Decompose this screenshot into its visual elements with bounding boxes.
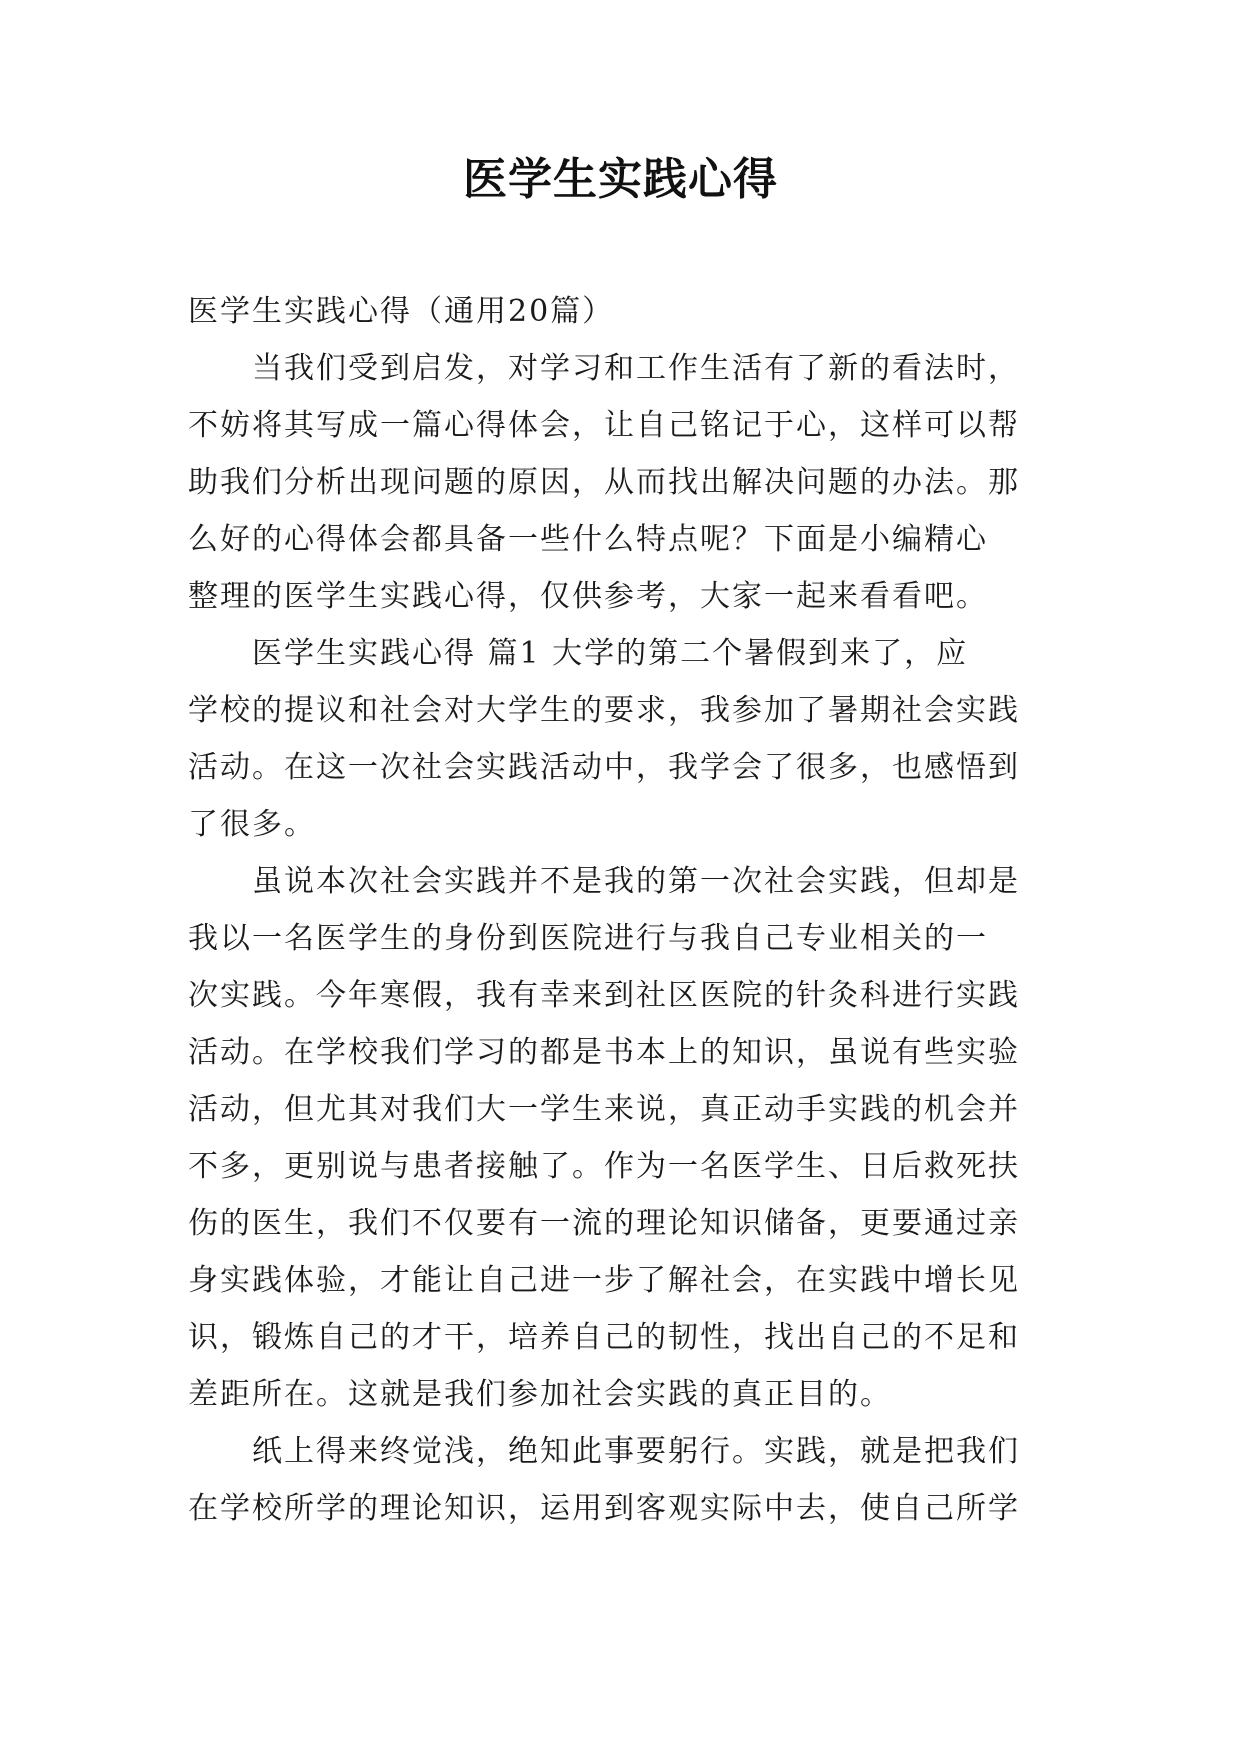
text-line: 当我们受到启发，对学习和工作生活有了新的看法时， xyxy=(252,351,1020,386)
text-line: 了很多。 xyxy=(188,807,316,842)
text-line: 活动，但尤其对我们大一学生来说，真正动手实践的机会并 xyxy=(188,1092,1020,1127)
text-line: 活动。在学校我们学习的都是书本上的知识，虽说有些实验 xyxy=(188,1035,1020,1070)
text-line: 不多，更别说与患者接触了。作为一名医学生、日后救死扶 xyxy=(188,1149,1020,1184)
text-line: 身实践体验，才能让自己进一步了解社会，在实践中增长见 xyxy=(188,1263,1020,1298)
text-line: 在学校所学的理论知识，运用到客观实际中去，使自己所学 xyxy=(188,1491,1020,1526)
text-line: 虽说本次社会实践并不是我的第一次社会实践，但却是 xyxy=(252,864,1020,899)
text-line: 学校的提议和社会对大学生的要求，我参加了暑期社会实践 xyxy=(188,693,1020,728)
text-line: 伤的医生，我们不仅要有一流的理论知识储备，更要通过亲 xyxy=(188,1206,1020,1241)
text-line: 活动。在这一次社会实践活动中，我学会了很多，也感悟到 xyxy=(188,750,1020,785)
text-line: 助我们分析出现问题的原因，从而找出解决问题的办法。那 xyxy=(188,465,1020,500)
page-title: 医学生实践心得 xyxy=(463,154,778,205)
text-line: 我以一名医学生的身份到医院进行与我自己专业相关的一 xyxy=(188,921,988,956)
document-subtitle: 医学生实践心得（通用20篇） xyxy=(188,294,615,329)
text-line: 么好的心得体会都具备一些什么特点呢？下面是小编精心 xyxy=(188,522,988,557)
text-line: 次实践。今年寒假，我有幸来到社区医院的针灸科进行实践 xyxy=(188,978,1020,1013)
document-body xyxy=(188,283,1054,1537)
text-line: 医学生实践心得 篇1 大学的第二个暑假到来了，应 xyxy=(252,636,969,671)
text-line: 识，锻炼自己的才干，培养自己的韧性，找出自己的不足和 xyxy=(188,1320,1020,1355)
text-line: 差距所在。这就是我们参加社会实践的真正目的。 xyxy=(188,1377,892,1412)
text-line: 整理的医学生实践心得，仅供参考，大家一起来看看吧。 xyxy=(188,579,988,614)
text-line: 不妨将其写成一篇心得体会，让自己铭记于心，这样可以帮 xyxy=(188,408,1020,443)
text-line: 纸上得来终觉浅，绝知此事要躬行。实践，就是把我们 xyxy=(252,1434,1020,1469)
